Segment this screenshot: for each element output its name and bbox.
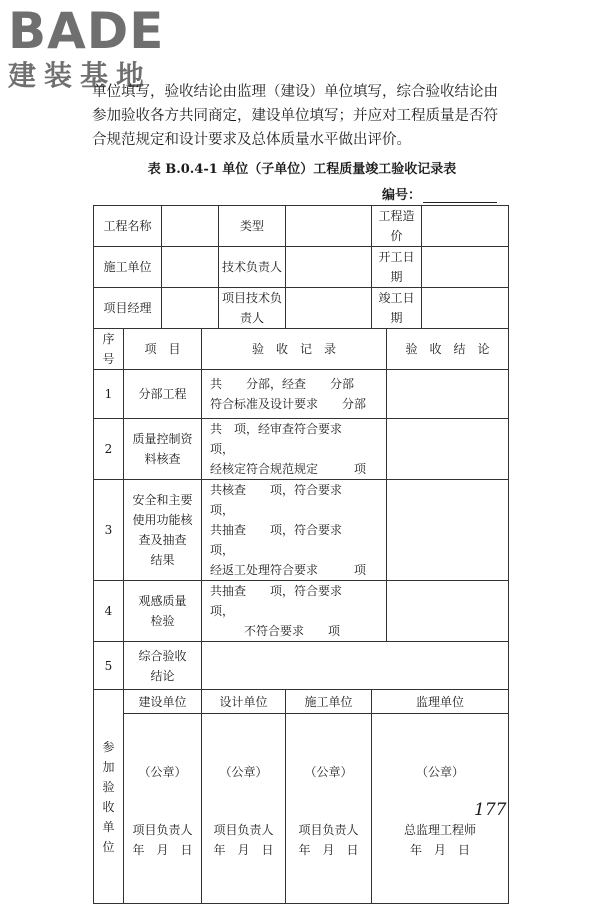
unit-name: 建设单位	[124, 690, 202, 714]
unit-sign-cell	[124, 714, 202, 904]
role-label: 总监理工程师	[404, 823, 477, 837]
table-caption: 表 B.0.4-1 单位（子单位）工程质量竣工验收记录表	[147, 162, 457, 177]
label-project-name: 工程名称	[94, 206, 162, 247]
record-line: 共抽查 项，符合要求 项，	[210, 584, 367, 618]
item-record	[202, 581, 387, 642]
label-contractor: 施工单位	[94, 247, 162, 288]
participants-side-label: 参 加 验 收 单 位	[94, 690, 124, 904]
item-name-line: 使用功能核	[132, 513, 193, 527]
value-start-date	[422, 247, 509, 288]
item-no: 4	[94, 581, 124, 642]
unit-name: 设计单位	[202, 690, 286, 714]
item-conclusion	[387, 480, 509, 581]
item-name-line: 检验	[150, 614, 175, 628]
col-record: 验 收 记 录	[202, 329, 387, 370]
unit-sign-cell	[202, 714, 286, 904]
item-name-line: 查及抽查	[138, 533, 187, 547]
intro-paragraph	[92, 80, 512, 152]
item-name-line: 观感质量	[138, 594, 187, 608]
value-tech-lead	[286, 247, 372, 288]
seal-label: （公章）	[304, 765, 353, 779]
item-name-line: 质量控制资	[132, 432, 193, 446]
record-number	[382, 184, 497, 203]
value-project-tech-lead	[286, 288, 372, 329]
item-name-line: 结果	[150, 553, 175, 567]
item-name	[124, 480, 202, 581]
label-project-manager: 项目经理	[94, 288, 162, 329]
record-line: 共 项，经审查符合要求 项，	[210, 422, 367, 456]
table-row	[94, 419, 509, 480]
item-no: 5	[94, 642, 124, 690]
unit-sign-cell	[286, 714, 372, 904]
participants-header-row	[94, 690, 509, 714]
role-label: 项目负责人	[298, 823, 359, 837]
record-line: 不符合要求 项	[244, 624, 341, 638]
header-row	[94, 288, 509, 329]
unit-name: 监理单位	[372, 690, 509, 714]
label-finish-date: 竣工日期	[372, 288, 422, 329]
record-line: 经返工处理符合要求 项	[210, 563, 367, 577]
column-header-row	[94, 329, 509, 370]
seal-label: （公章）	[219, 765, 268, 779]
col-seq: 序号	[94, 329, 124, 370]
item-name-line: 安全和主要	[132, 493, 193, 507]
record-line: 符合标准及设计要求 分部	[210, 397, 367, 411]
col-item: 项 目	[124, 329, 202, 370]
item-no: 3	[94, 480, 124, 581]
paragraph-line: 合规范规定和设计要求及总体质量水平做出评价。	[92, 132, 411, 148]
col-conclusion: 验 收 结 论	[387, 329, 509, 370]
item-name	[124, 581, 202, 642]
unit-name: 施工单位	[286, 690, 372, 714]
participants-sign-row	[94, 714, 509, 904]
item-name	[124, 642, 202, 690]
item-name	[124, 419, 202, 480]
header-row	[94, 247, 509, 288]
value-cost	[422, 206, 509, 247]
role-label: 项目负责人	[132, 823, 193, 837]
item-record	[202, 480, 387, 581]
item-conclusion	[387, 419, 509, 480]
item-record	[202, 370, 387, 419]
overall-conclusion-cell	[202, 642, 509, 690]
value-project-name	[162, 206, 219, 247]
table-row	[94, 480, 509, 581]
logo-text: BADE	[8, 2, 165, 60]
label-cost: 工程造价	[372, 206, 422, 247]
label-type: 类型	[219, 206, 286, 247]
record-line: 共核查 项，符合要求 项，	[210, 483, 367, 517]
table-row	[94, 370, 509, 419]
item-conclusion	[387, 581, 509, 642]
date-label: 年 月 日	[410, 843, 471, 857]
item-record	[202, 419, 387, 480]
logo-subtitle: 建装基地	[8, 59, 153, 92]
number-blank	[423, 188, 497, 203]
value-type	[286, 206, 372, 247]
record-line: 经核定符合规范规定 项	[210, 462, 367, 476]
seal-label: （公章）	[138, 765, 187, 779]
value-finish-date	[422, 288, 509, 329]
header-row	[94, 206, 509, 247]
value-project-manager	[162, 288, 219, 329]
item-name-line: 分部工程	[138, 387, 187, 401]
table-row	[94, 581, 509, 642]
label-tech-lead: 技术负责人	[219, 247, 286, 288]
item-name	[124, 370, 202, 419]
item-no: 2	[94, 419, 124, 480]
item-name-line: 结论	[150, 668, 175, 683]
page-number: 177	[474, 800, 507, 820]
item-conclusion	[387, 370, 509, 419]
label-project-tech-lead: 项目技术负责人	[219, 288, 286, 329]
date-label: 年 月 日	[132, 843, 193, 857]
paragraph-line: 参加验收各方共同商定，建设单位填写；并应对工程质量是否符	[92, 108, 498, 124]
item-name-line: 综合验收	[138, 648, 187, 663]
table-row	[94, 642, 509, 690]
date-label: 年 月 日	[213, 843, 274, 857]
acceptance-record-table	[93, 205, 509, 904]
bade-logo	[8, 4, 178, 92]
record-line: 共 分部，经查 分部	[210, 377, 355, 391]
paragraph-line: 单位填写，验收结论由监理（建设）单位填写，综合验收结论由	[92, 84, 498, 100]
date-label: 年 月 日	[298, 843, 359, 857]
value-contractor	[162, 247, 219, 288]
role-label: 项目负责人	[213, 823, 274, 837]
number-label: 编号：	[382, 188, 422, 203]
item-name-line: 料核查	[144, 452, 181, 466]
seal-label: （公章）	[416, 765, 465, 779]
record-line: 共抽查 项，符合要求 项，	[210, 523, 367, 557]
label-start-date: 开工日期	[372, 247, 422, 288]
item-no: 1	[94, 370, 124, 419]
